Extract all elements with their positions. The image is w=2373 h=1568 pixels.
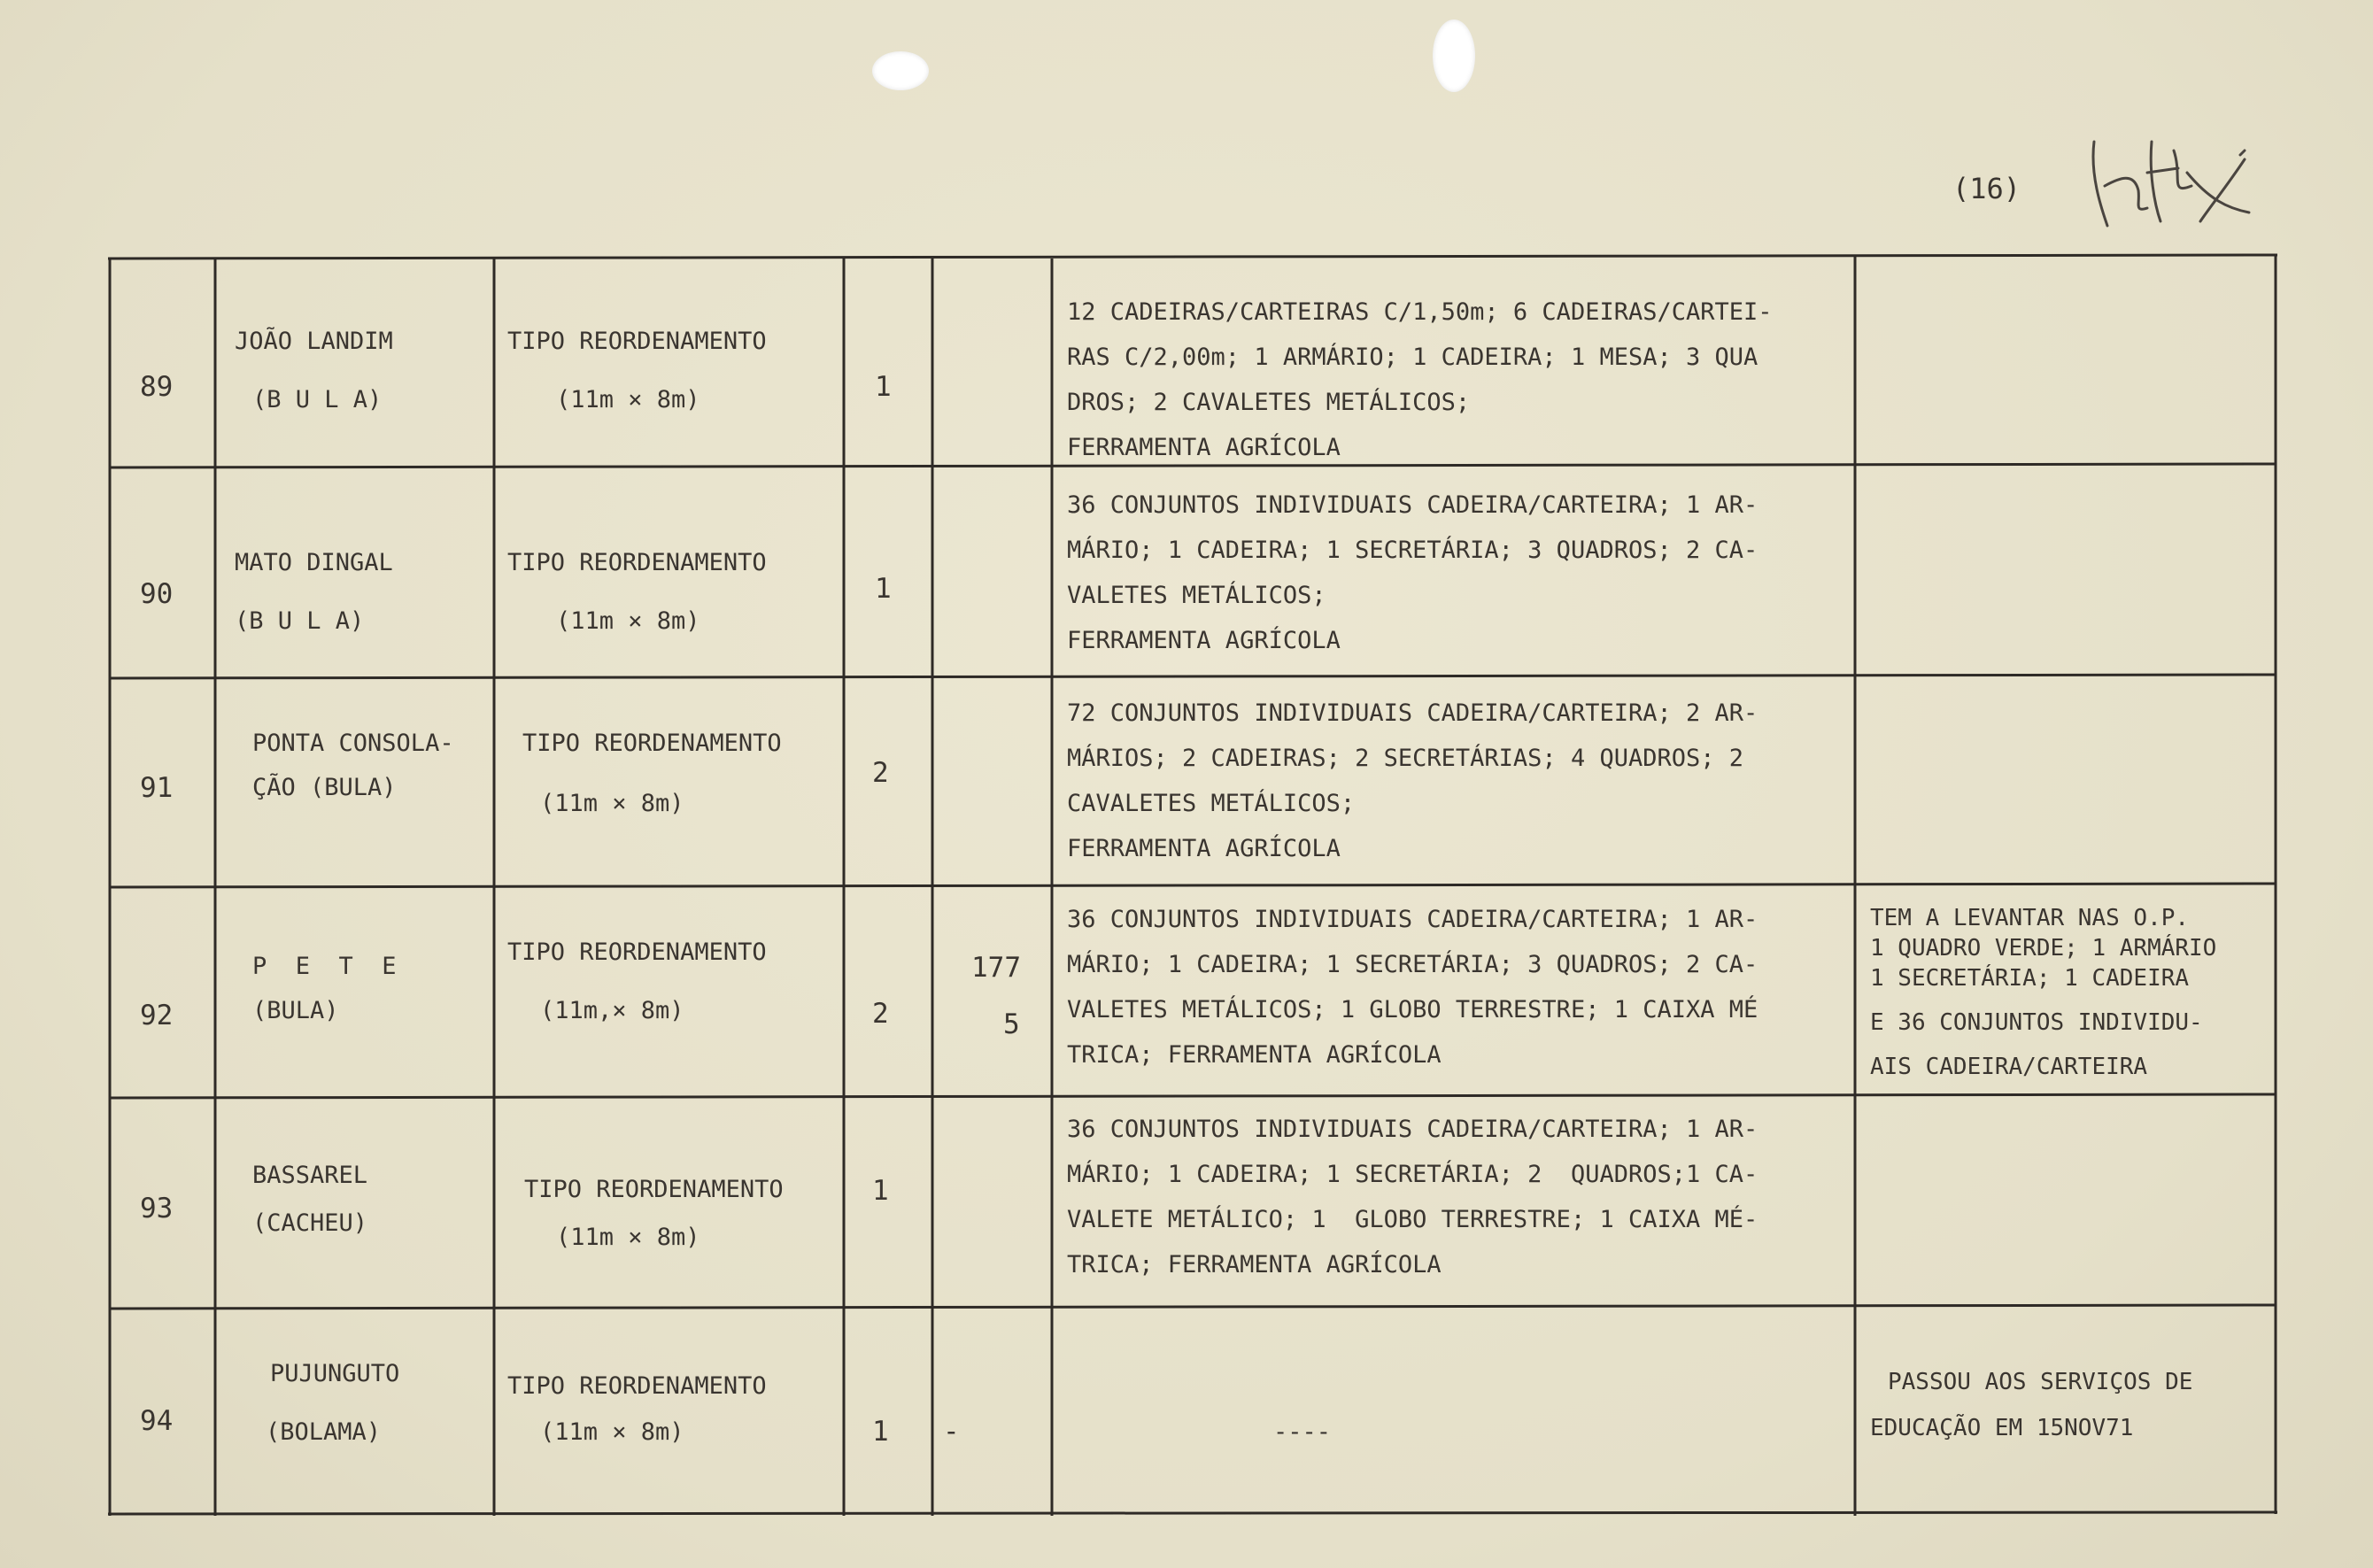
building-size: (11m × 8m) <box>556 386 700 413</box>
equipment-line: FERRAMENTA AGRÍCOLA <box>1067 835 1341 862</box>
equipment-line: 36 CONJUNTOS INDIVIDUAIS CADEIRA/CARTEIRA; 1 AR- <box>1067 491 1758 519</box>
place-region: (B U L A) <box>252 386 383 413</box>
reference-number: 177 <box>971 952 1021 984</box>
equipment-line: FERRAMENTA AGRÍCOLA <box>1067 434 1341 461</box>
equipment-line: MÁRIO; 1 CADEIRA; 1 SECRETÁRIA; 3 QUADROS; 2 CA- <box>1067 951 1758 978</box>
row-number: 93 <box>140 1193 174 1224</box>
equipment-line: FERRAMENTA AGRÍCOLA <box>1067 627 1341 654</box>
remark-line: EDUCAÇÃO EM 15NOV71 <box>1870 1415 2134 1441</box>
building-size: (11m × 8m) <box>540 790 684 817</box>
building-type: TIPO REORDENAMENTO <box>507 1372 767 1400</box>
place-region: (BULA) <box>252 997 339 1024</box>
building-type: TIPO REORDENAMENTO <box>507 938 767 966</box>
remark-line: 1 QUADRO VERDE; 1 ARMÁRIO <box>1870 935 2217 962</box>
reference-number: 5 <box>1003 1008 1020 1040</box>
remark-line: PASSOU AOS SERVIÇOS DE <box>1888 1369 2193 1395</box>
reference-number: - <box>943 1416 960 1448</box>
quantity: 2 <box>872 757 889 789</box>
page-number: (16) <box>1952 172 2021 205</box>
building-size: (11m × 8m) <box>556 607 700 635</box>
remark-line: AIS CADEIRA/CARTEIRA <box>1870 1054 2148 1080</box>
equipment-line: DROS; 2 CAVALETES METÁLICOS; <box>1067 389 1471 416</box>
equipment-line: VALETE METÁLICO; 1 GLOBO TERRESTRE; 1 CAIXA MÉ- <box>1067 1206 1758 1233</box>
building-size: (11m × 8m) <box>540 1418 684 1446</box>
place-region: (B U L A) <box>235 607 365 635</box>
place-name: MATO DINGAL <box>235 549 393 576</box>
row-number: 92 <box>140 1000 174 1031</box>
row-number: 94 <box>140 1405 174 1437</box>
quantity: 2 <box>872 998 889 1030</box>
remark-line: TEM A LEVANTAR NAS O.P. <box>1870 905 2190 931</box>
quantity: 1 <box>872 1416 889 1448</box>
building-type: TIPO REORDENAMENTO <box>507 328 767 355</box>
equipment-line: 36 CONJUNTOS INDIVIDUAIS CADEIRA/CARTEIRA; 1 AR- <box>1067 1116 1758 1143</box>
equipment-line: VALETES METÁLICOS; 1 GLOBO TERRESTRE; 1 CAIXA MÉ <box>1067 996 1758 1023</box>
place-name: PONTA CONSOLA- <box>252 730 454 757</box>
place-name: P E T E <box>252 953 397 980</box>
building-type: TIPO REORDENAMENTO <box>524 1176 784 1203</box>
place-name: JOÃO LANDIM <box>235 328 393 355</box>
row-number: 90 <box>140 578 174 610</box>
building-type: TIPO REORDENAMENTO <box>507 549 767 576</box>
equipment-line: 12 CADEIRAS/CARTEIRAS C/1,50m; 6 CADEIRAS/CARTEI- <box>1067 298 1773 326</box>
remark-line: E 36 CONJUNTOS INDIVIDU- <box>1870 1009 2203 1036</box>
equipment-line: VALETES METÁLICOS; <box>1067 582 1326 609</box>
building-type: TIPO REORDENAMENTO <box>522 730 782 757</box>
quantity: 1 <box>875 573 892 605</box>
row-number: 91 <box>140 772 174 804</box>
place-name: PUJUNGUTO <box>270 1360 400 1387</box>
equipment-line: TRICA; FERRAMENTA AGRÍCOLA <box>1067 1041 1442 1069</box>
place-region: ÇÃO (BULA) <box>252 774 397 801</box>
place-region: (CACHEU) <box>252 1209 368 1237</box>
quantity: 1 <box>872 1175 889 1207</box>
equipment-line: CAVALETES METÁLICOS; <box>1067 790 1356 817</box>
place-name: BASSAREL <box>252 1162 368 1189</box>
equipment-line: MÁRIOS; 2 CADEIRAS; 2 SECRETÁRIAS; 4 QUADROS; 2 <box>1067 745 1744 772</box>
equipment-line: MÁRIO; 1 CADEIRA; 1 SECRETÁRIA; 3 QUADROS; 2 CA- <box>1067 537 1758 564</box>
equipment-line: 72 CONJUNTOS INDIVIDUAIS CADEIRA/CARTEIRA; 2 AR- <box>1067 699 1758 727</box>
row-number: 89 <box>140 371 174 403</box>
equipment-line: TRICA; FERRAMENTA AGRÍCOLA <box>1067 1251 1442 1278</box>
building-size: (11m,× 8m) <box>540 997 684 1024</box>
place-region: (BOLAMA) <box>266 1418 382 1446</box>
quantity: 1 <box>875 371 892 403</box>
equipment-line: MÁRIO; 1 CADEIRA; 1 SECRETÁRIA; 2 QUADROS;1 CA- <box>1067 1161 1758 1188</box>
remark-line: 1 SECRETÁRIA; 1 CADEIRA <box>1870 965 2190 992</box>
equipment-line: 36 CONJUNTOS INDIVIDUAIS CADEIRA/CARTEIRA; 1 AR- <box>1067 906 1758 933</box>
building-size: (11m × 8m) <box>556 1224 700 1251</box>
equipment-line: RAS C/2,00m; 1 ARMÁRIO; 1 CADEIRA; 1 MESA; 3 QUA <box>1067 344 1758 371</box>
equipment-line: ---- <box>1273 1418 1332 1446</box>
